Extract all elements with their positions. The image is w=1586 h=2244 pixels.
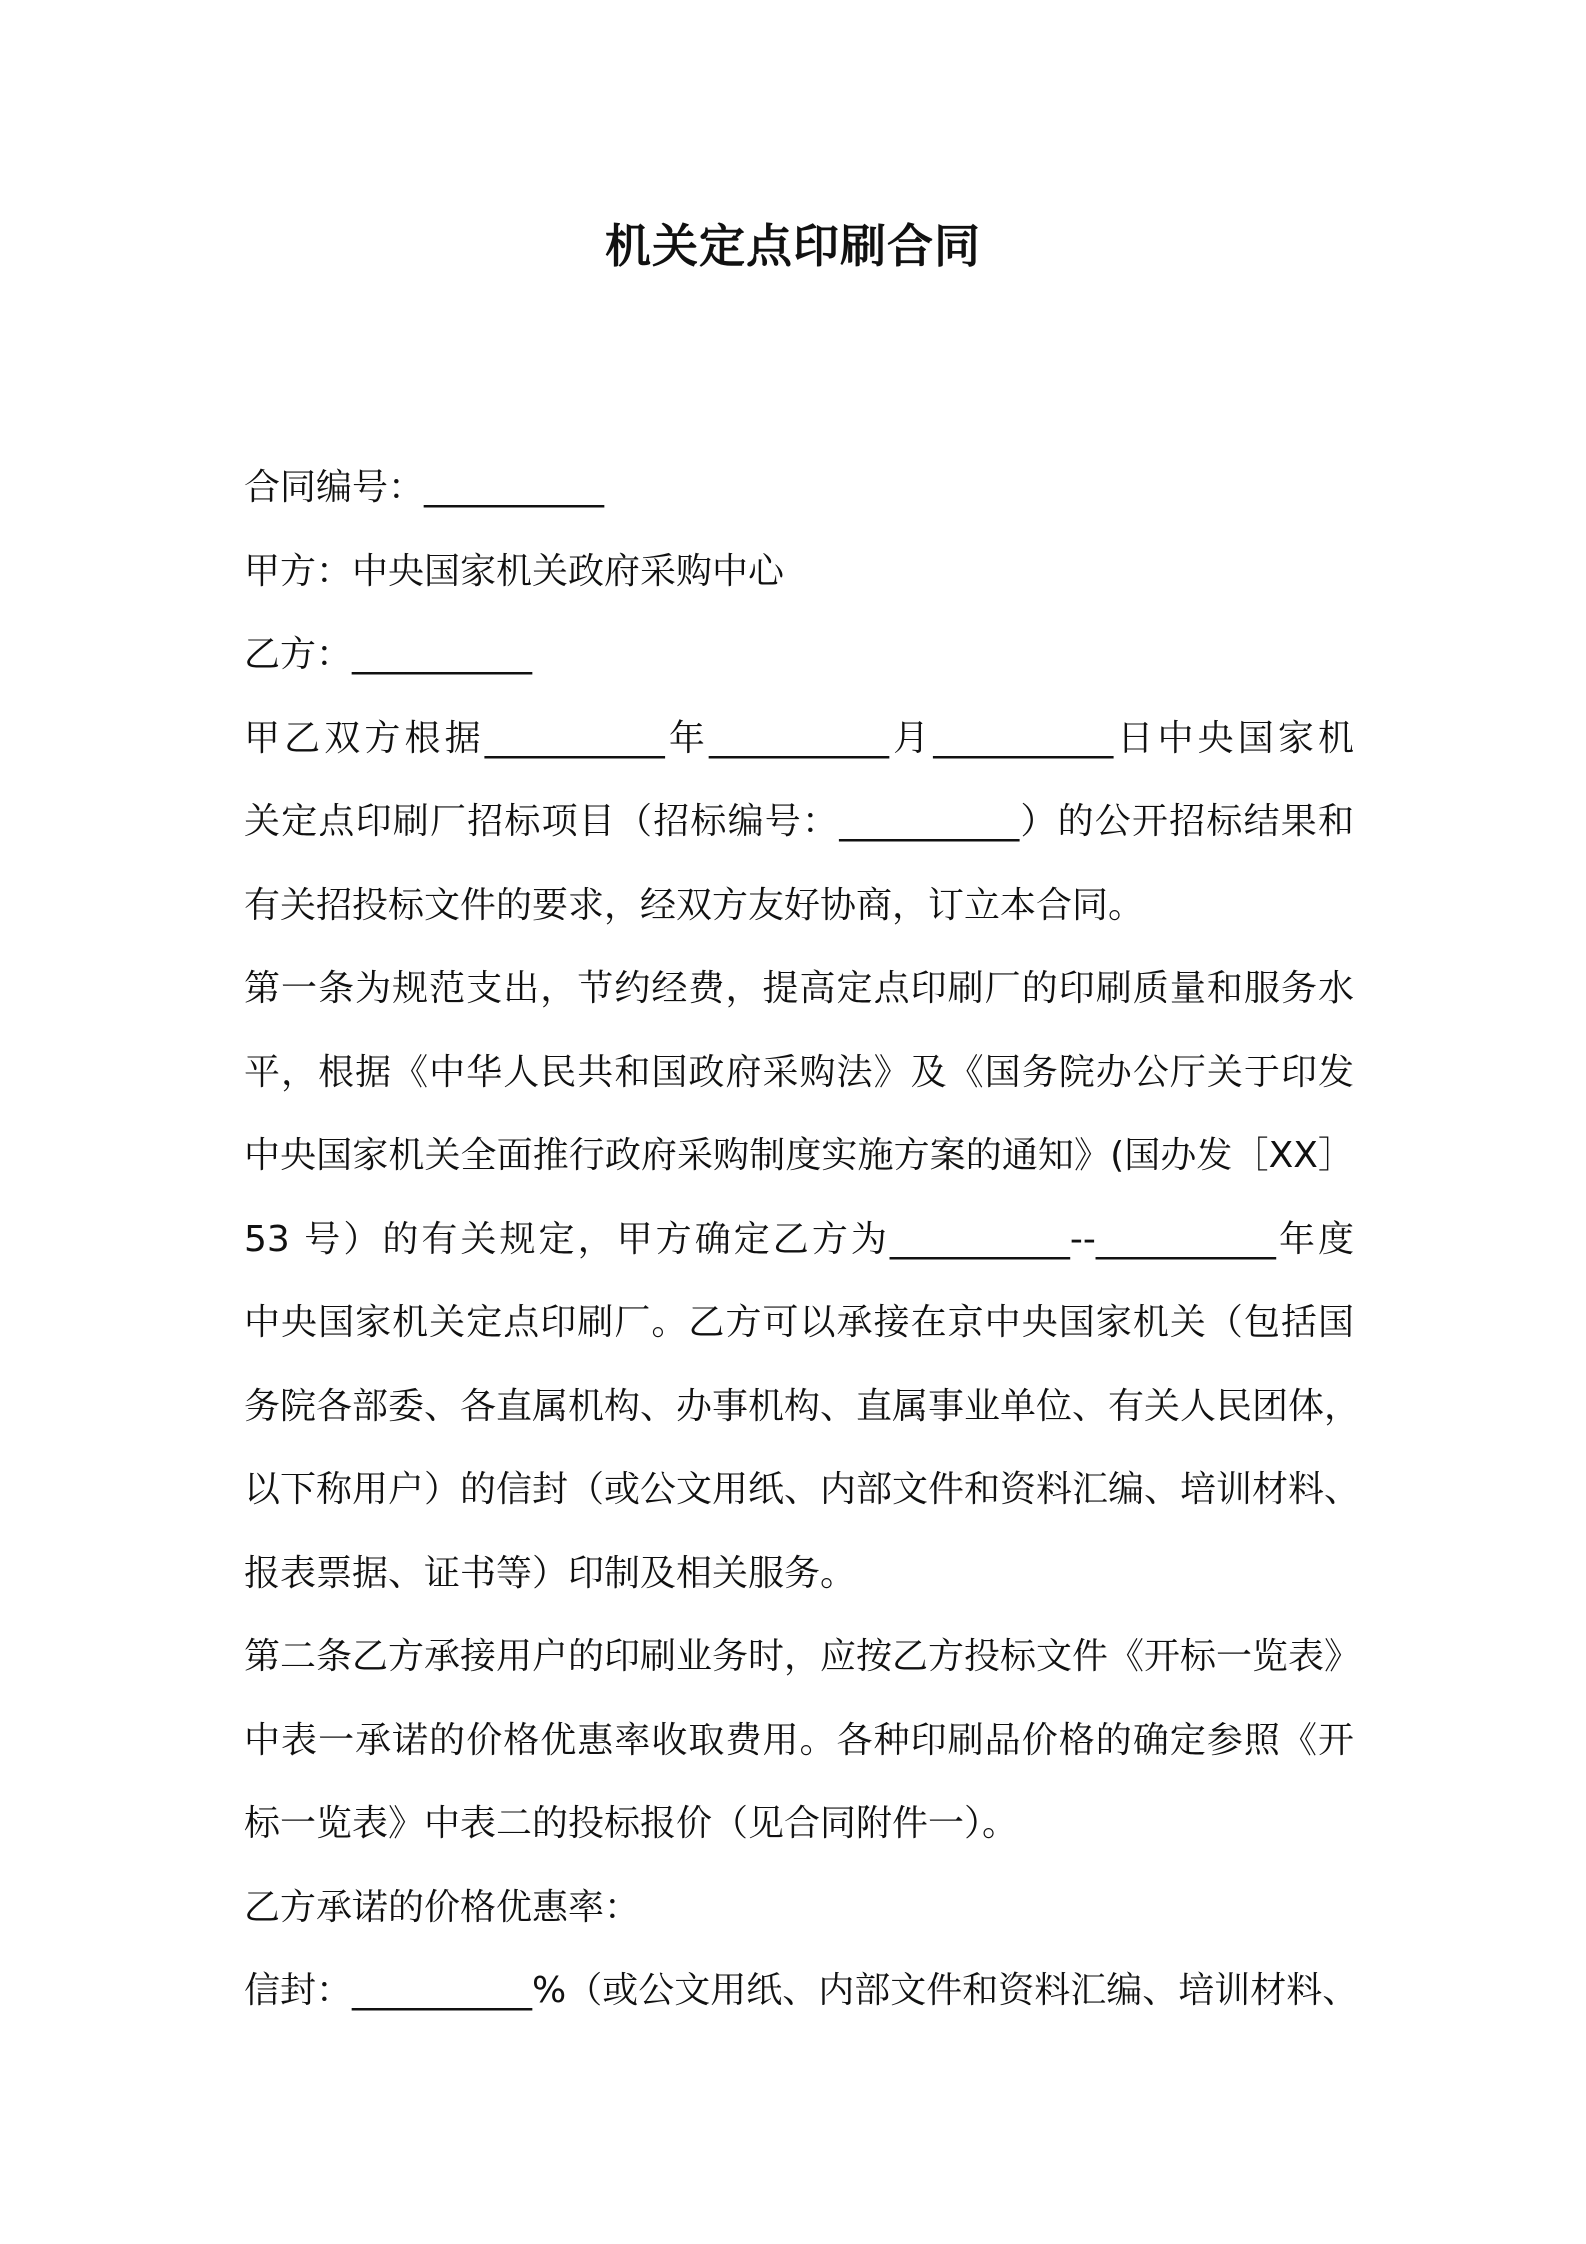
text-line: 标一览表》中表二的投标报价（见合同附件一）。 bbox=[244, 1803, 1019, 1844]
text-line: 以下称用户）的信封（或公文用纸、内部文件和资料汇编、培训材料、 bbox=[244, 1469, 1361, 1510]
article-one-line: 第一条为规范支出，节约经费，提高定点印刷厂的印刷质量和服务水 bbox=[244, 968, 1354, 1009]
text-line: 中央国家机关定点印刷厂。乙方可以承接在京中央国家机关（包括国 bbox=[244, 1302, 1354, 1343]
party-b-line: 乙方：__________ bbox=[244, 634, 533, 675]
text-line: 报表票据、证书等）印制及相关服务。 bbox=[244, 1552, 857, 1594]
text-line: 乙方承诺的价格优惠率： bbox=[244, 1886, 641, 1928]
article-two-line: 第二条乙方承接用户的印刷业务时，应按乙方投标文件《开标一览表》 bbox=[244, 1636, 1361, 1677]
text-line: 有关招投标文件的要求，经双方友好协商，订立本合同。 bbox=[244, 884, 1145, 926]
text-line: 53 号）的有关规定，甲方确定乙方为__________--__________年度 bbox=[244, 1218, 1354, 1260]
text-line: 中表一承诺的价格优惠率收取费用。各种印刷品价格的确定参照《开 bbox=[244, 1719, 1354, 1761]
contract-number-line: 合同编号：__________ bbox=[244, 467, 605, 508]
document-title: 机关定点印刷合同 bbox=[605, 219, 981, 273]
party-a-line: 甲方：中央国家机关政府采购中心 bbox=[244, 550, 785, 592]
text-line: 关定点印刷厂招标项目（招标编号：__________）的公开招标结果和 bbox=[244, 801, 1354, 842]
text-line: 务院各部委、各直属机构、办事机构、直属事业单位、有关人民团体， bbox=[244, 1385, 1361, 1427]
text-line: 甲乙双方根据__________年__________月__________日中央国家机 bbox=[244, 717, 1354, 759]
text-line: 中央国家机关全面推行政府采购制度实施方案的通知》(国办发［XX］ bbox=[244, 1135, 1354, 1176]
text-line: 信封：__________%（或公文用纸、内部文件和资料汇编、培训材料、 bbox=[244, 1970, 1359, 2011]
document-body bbox=[244, 446, 1361, 2033]
text-line: 平，根据《中华人民共和国政府采购法》及《国务院办公厅关于印发 bbox=[244, 1051, 1354, 1093]
